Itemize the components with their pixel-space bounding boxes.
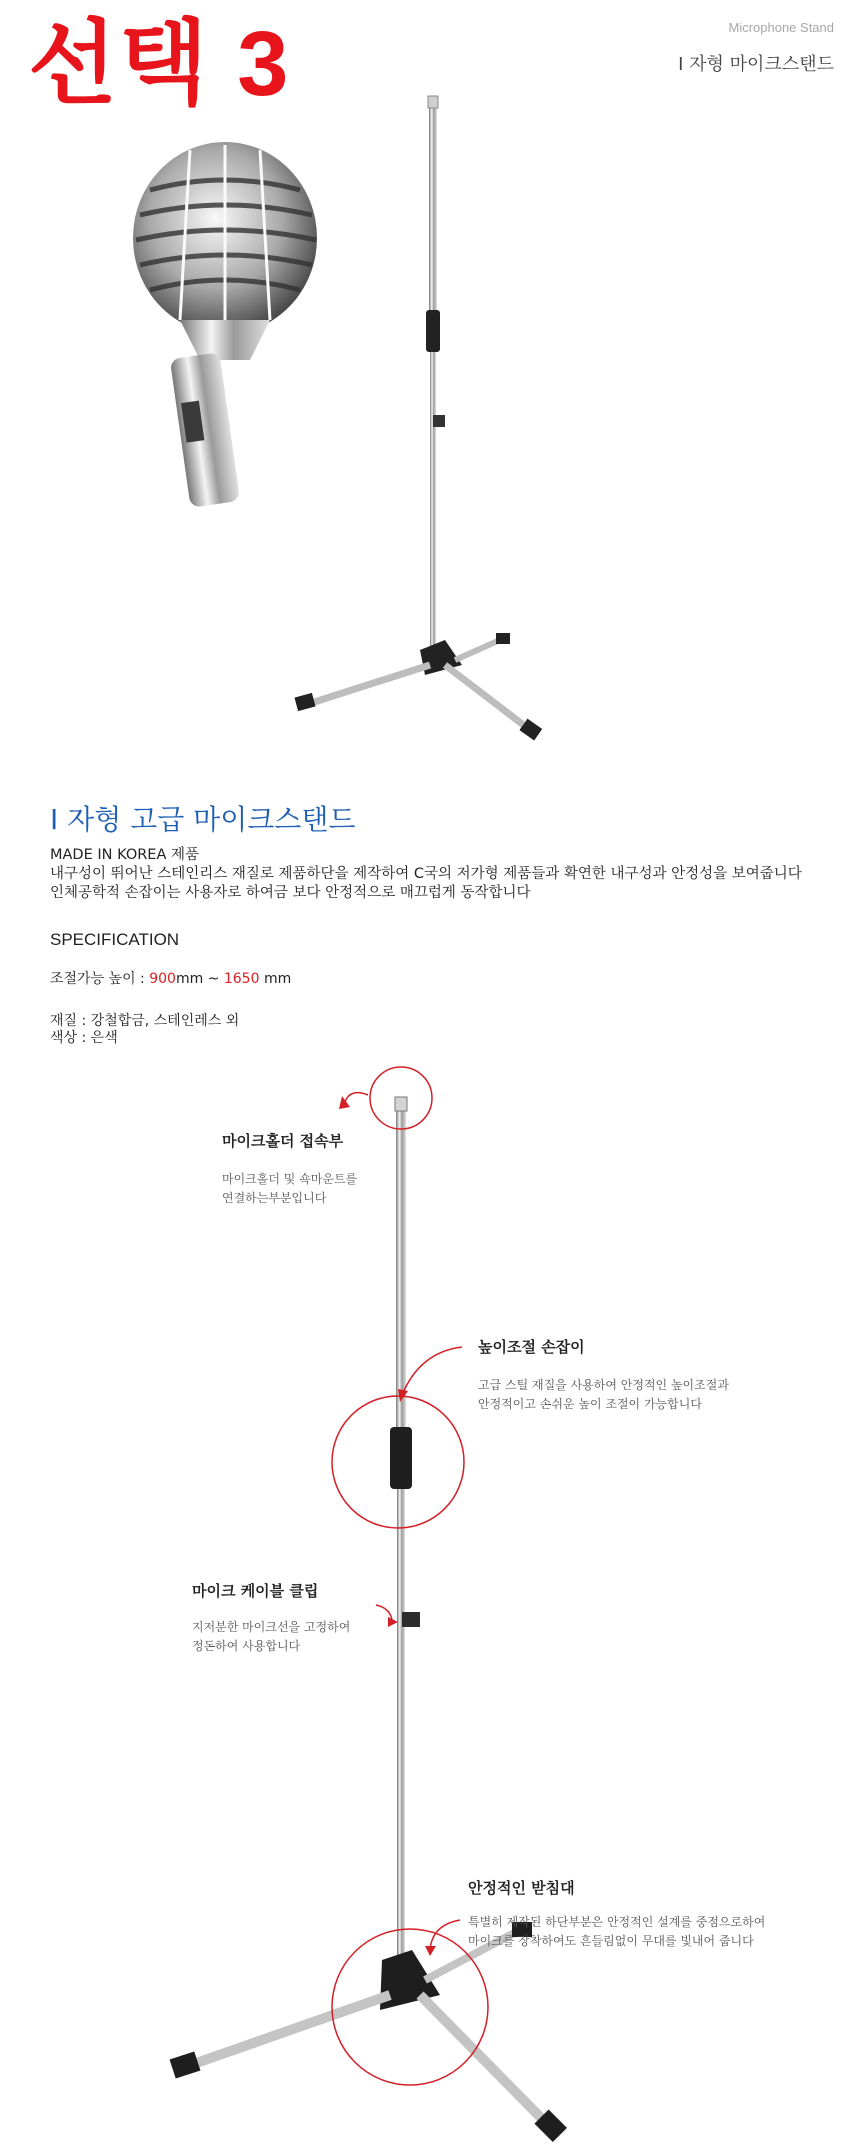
brand-english: Microphone Stand [728, 20, 834, 35]
callout-holder-title: 마이크홀더 접속부 [222, 1132, 344, 1150]
lower-pole [397, 1489, 405, 1959]
brand-korean: I 자형 마이크스탠드 [678, 54, 834, 75]
height-unit: mm [259, 971, 292, 987]
choice-label: 선택 3 [28, 13, 291, 115]
base-leg-left [185, 1995, 390, 2067]
cable-clip [402, 1612, 420, 1627]
holder-thread [395, 1097, 407, 1111]
knob-arrow [402, 1347, 462, 1395]
spec-heading: SPECIFICATION [50, 930, 180, 949]
upper-pole [396, 1102, 406, 1427]
height-max: 1650 [223, 971, 260, 987]
description-line-2: 인체공학적 손잡이는 사용자로 하여금 보다 안정적으로 매끄럽게 동작합니다 [50, 885, 531, 901]
product-title: I 자형 고급 마이크스탠드 [50, 803, 356, 836]
description-line-1: 내구성이 뛰어난 스테인리스 재질로 제품하단을 제작하여 C국의 저가형 제품들과 확연한 내구성과 안정성을 보여줍니다 [50, 866, 802, 882]
height-label: 조절가능 높이 : [50, 971, 150, 987]
height-min: 900 [149, 971, 176, 987]
base-arrow [430, 1920, 460, 1950]
base-leg-right [420, 1995, 548, 2125]
callout-base-title: 안정적인 받침대 [468, 1879, 575, 1897]
clip-arrow [376, 1605, 392, 1620]
holder-arrow [345, 1093, 368, 1102]
color-spec: 색상 : 은색 [50, 1030, 118, 1046]
callout-clip-desc: 지저분한 마이크선을 고정하여 정돈하여 사용합니다 [192, 1620, 351, 1653]
made-in-korea: MADE IN KOREA 제품 [50, 847, 200, 863]
height-knob [390, 1427, 412, 1489]
callout-knob-title: 높이조절 손잡이 [478, 1338, 585, 1356]
callout-base-desc: 특별히 제작된 하단부분은 안정적인 설계를 중점으로하여 마이크를 장착하여도 흔들림없이 무대를 빛내어 줍니다 [468, 1915, 766, 1948]
callout-clip-title: 마이크 케이블 클립 [192, 1582, 319, 1600]
callout-knob-desc: 고급 스틸 재질을 사용하여 안정적인 높이조절과 안정적이고 손쉬운 높이 조절이 가능합니다 [478, 1378, 729, 1411]
foot-left [170, 2051, 201, 2078]
material-spec: 재질 : 강철합금, 스테인레스 외 [50, 1013, 240, 1029]
callout-holder-desc: 마이크홀더 및 쇽마운트를 연결하는부분입니다 [222, 1172, 358, 1205]
height-separator: mm ~ [175, 971, 224, 987]
